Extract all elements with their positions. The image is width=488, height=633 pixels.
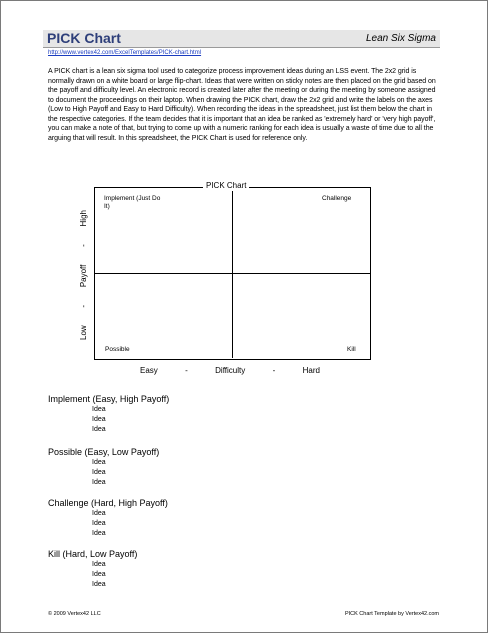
idea-item[interactable]: Idea	[92, 510, 106, 517]
idea-item[interactable]: Idea	[92, 469, 106, 476]
y-axis-label	[79, 210, 89, 340]
chart-horizontal-divider	[95, 273, 370, 274]
quadrant-possible: Possible	[105, 346, 130, 353]
section-title: Implement (Easy, High Payoff)	[48, 394, 170, 404]
idea-item[interactable]: Idea	[92, 426, 106, 433]
y-axis-high: High	[79, 210, 88, 227]
idea-item[interactable]: Idea	[92, 581, 106, 588]
quadrant-challenge: Challenge	[322, 195, 352, 202]
idea-item[interactable]: Idea	[92, 479, 106, 486]
intro-paragraph: A PICK chart is a lean six sigma tool used to categorize process improvement ideas during an LSS event. The 2x2 grid is normally drawn on a white board or large flip-chart. Ideas that were written on sticky notes are then placed on the grid based on the payoff and difficulty level. An electronic record is created later after the meeting or during the meeting by someone assigned to document the proceedings on their laptop. When drawing the PICK chart, draw the 2x2 grid and write the labels on the axes (Low to High Payoff and Easy to Hard Difficulty). When recording the ideas in the spreadsheet, just list them below the chart in the respective categories. If the team decides that it is important that an idea be ranked as 'extremely hard' or 'very high payoff', you can make a note of that, but trying to come up with a numeric ranking for each idea is usually a waste of time due to all the arguing that will result. In this spreadsheet, the PICK Chart is used for reference only.	[48, 68, 436, 142]
y-axis-sep1: -	[79, 304, 88, 308]
footer-copyright: © 2009 Vertex42 LLC	[48, 611, 101, 617]
idea-item[interactable]: Idea	[92, 520, 106, 527]
idea-item[interactable]: Idea	[92, 530, 106, 537]
section-implement	[48, 394, 169, 435]
y-axis-low: Low	[79, 325, 88, 340]
x-axis-label	[140, 366, 320, 376]
idea-item[interactable]: Idea	[92, 416, 106, 423]
idea-item[interactable]: Idea	[92, 459, 106, 466]
quadrant-kill: Kill	[347, 346, 356, 353]
chart-title: PICK Chart	[203, 181, 249, 191]
section-title: Possible (Easy, Low Payoff)	[48, 447, 160, 457]
x-axis-high: Hard	[302, 366, 320, 375]
idea-item[interactable]: Idea	[92, 406, 106, 413]
template-link[interactable]: http://www.vertex42.com/ExcelTemplates/PICK-chart.html	[48, 50, 202, 56]
idea-item[interactable]: Idea	[92, 571, 106, 578]
x-axis-sep2: -	[272, 366, 276, 375]
section-title: Kill (Hard, Low Payoff)	[48, 549, 138, 559]
page-subtitle: Lean Six Sigma	[365, 33, 436, 44]
y-axis-sep2: -	[79, 244, 88, 247]
section-possible	[48, 447, 159, 488]
footer-credit: PICK Chart Template by Vertex42.com	[344, 611, 439, 617]
section-challenge	[48, 498, 168, 539]
idea-item[interactable]: Idea	[92, 561, 106, 568]
section-kill	[48, 549, 137, 590]
y-axis-title: Payoff	[79, 264, 88, 288]
x-axis-low: Easy	[140, 366, 158, 375]
page-title: PICK Chart	[47, 30, 121, 46]
quadrant-implement: Implement (Just Do It)	[104, 195, 161, 210]
x-axis-sep1: -	[185, 366, 188, 375]
x-axis-title: Difficulty	[215, 366, 246, 375]
title-bar	[43, 30, 440, 48]
section-title: Challenge (Hard, High Payoff)	[48, 498, 168, 508]
